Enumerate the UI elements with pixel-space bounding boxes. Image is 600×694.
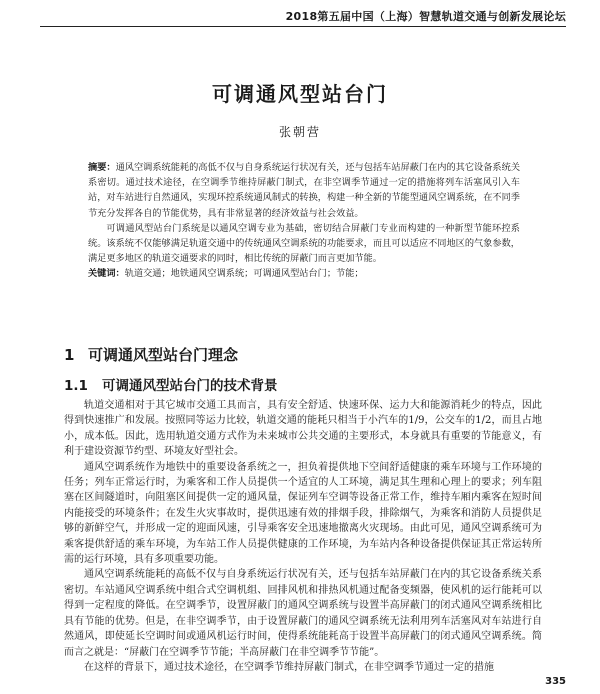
subsection-title: 可调通风型站台门的技术背景 xyxy=(102,378,278,394)
abstract-paragraph xyxy=(88,160,520,221)
body-paragraph: 轨道交通相对于其它城市交通工具而言，具有安全舒适、快速环保、运力大和能源消耗少的特点，因此得到快速推广和发展。按照同等运力比较，轨道交通的能耗只相当于小汽车的1/9，公交车的1/2，而且占地小，成本低。因此，选用轨道交通方式作为未来城市公共交通的主要形式，本身就具有重要的节能意义，有利于建设资源节约型、环境友好型社会。 xyxy=(64,400,542,458)
section-heading-1 xyxy=(64,344,238,365)
body-paragraph: 在这样的背景下，通过技术途径，在空调季节维持屏蔽门制式，在非空调季节通过一定的措施 xyxy=(84,661,494,673)
keywords-text: 轨道交通；地铁通风空调系统；可调通风型站台门；节能； xyxy=(124,268,364,280)
body-paragraph: 通风空调系统能耗的高低不仅与自身系统运行状况有关，还与包括车站屏蔽门在内的其它设备系统关系密切。车站通风空调系统中组合式空调机组、回排风机和排热风机通过配备变频器，使风机的运行能耗可以得到一定程度的降低。在空调季节，设置屏蔽门的通风空调系统与设置半高屏蔽门的闭式通风空调系统相比具有节能的优势。但是，在非空调季节，由于设置屏蔽门的通风空调系统无法利用列车活塞风对车站进行自然通风，即使延长空调时间或通风机运行时间，使得系统能耗高于设置半高屏蔽门的闭式通风空调系统。简而言之就是：“屏蔽门在空调季节节能；半高屏蔽门在非空调季节节能”。 xyxy=(64,569,542,658)
section-title: 可调通风型站台门理念 xyxy=(88,346,239,364)
header-text: 2018第五届中国（上海）智慧轨道交通与创新发展论坛 xyxy=(285,10,566,23)
abstract-paragraph-2: 可调通风型站台门系统是以通风空调专业为基础，密切结合屏蔽门专业而构建的一种新型节能环控系统。该系统不仅能够满足轨道交通中的传统通风空调系统的功能要求，而且可以适应不同地区的气象参数，满足更多地区的轨道交通要求的同时，相比传统的屏蔽门而言更加节能。 xyxy=(88,222,520,265)
keywords-line xyxy=(88,266,520,281)
subsection-heading-1-1 xyxy=(64,374,278,394)
body-text xyxy=(64,398,542,675)
abstract-block xyxy=(88,160,520,282)
keywords-label: 关键词： xyxy=(88,268,125,280)
abstract-label: 摘要： xyxy=(88,162,116,173)
abstract-text: 通风空调系统能耗的高低不仅与自身系统运行状况有关，还与包括车站屏蔽门在内的其它设备系统关系密切。通过技术途径，在空调季节维持屏蔽门制式，在非空调季节通过一定的措施将列车活塞风引入车站，对车站进行自然通风，实现环控系统通风制式的转换，构建一种全新的节能型通风空调系统，在不同季节充分发挥各自的节能优势，具有非常显著的经济效益与社会效益。 xyxy=(88,162,521,219)
page-number: 335 xyxy=(545,676,566,687)
section-number: 1 xyxy=(64,346,75,364)
running-header xyxy=(40,6,566,27)
paper-title: 可调通风型站台门 xyxy=(212,82,388,106)
body-paragraph: 通风空调系统作为地铁中的重要设备系统之一，担负着提供地下空间舒适健康的乘车环境与工作环境的任务；列车正常运行时，为乘客和工作人员提供一个适宜的人工环境，满足其生理和心理上的要求；列车阻塞在区间隧道时，向阻塞区间提供一定的通风量，保证列车空调等设备正常工作，维持车厢内乘客在短时间内能接受的环境条件；在发生火灾事故时，提供迅速有效的排烟手段，排除烟气，为乘客和消防人员提供足够的新鲜空气，并形成一定的迎面风速，引导乘客安全迅速地撤离火灾现场。由此可见，通风空调系统可为乘客提供舒适的乘车环境，为车站工作人员提供健康的工作环境，为车站内各种设备提供保证其正常运转所需的运行环境，具有多项重要功能。 xyxy=(64,461,542,566)
author-name: 张朝营 xyxy=(278,125,321,139)
subsection-number: 1.1 xyxy=(64,378,88,394)
